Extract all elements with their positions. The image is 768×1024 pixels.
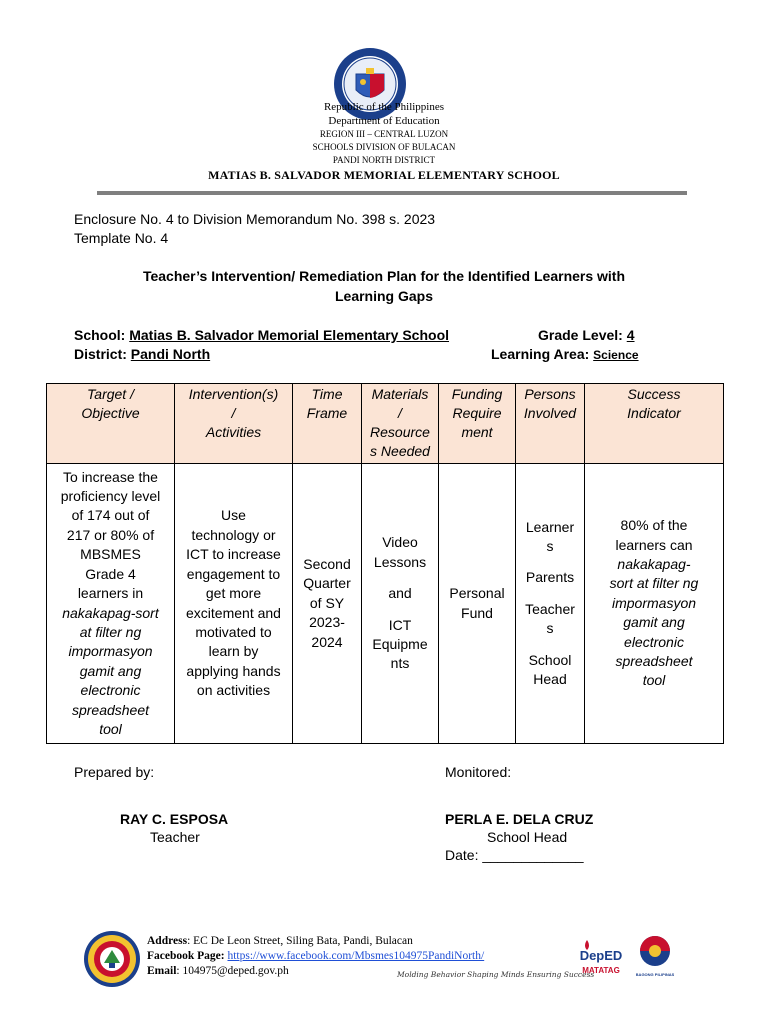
footer-address: [147, 935, 413, 947]
document-title: Teacher’s Intervention/ Remediation Plan for the Identified Learners with: [142, 268, 626, 284]
header-materials: Materials / Resource s Needed: [362, 384, 439, 464]
header-department: Department of Education: [328, 115, 440, 127]
preparer-position: Teacher: [150, 829, 200, 845]
district-label: District:: [74, 346, 127, 362]
school-logo-icon: [83, 930, 141, 988]
header-success-indicator: Success Indicator: [585, 384, 724, 464]
monitored-label: Monitored:: [445, 764, 512, 780]
header-interventions: Intervention(s) / Activities: [175, 384, 293, 464]
cell-time-frame: Second Quarter of SY 2023- 2024: [293, 464, 362, 744]
footer-facebook: [147, 950, 484, 962]
monitor-position: School Head: [487, 829, 568, 845]
header-division: SCHOOLS DIVISION OF BULACAN: [312, 142, 456, 152]
email-label: Email: [147, 965, 177, 977]
cell-materials: Video Lessons and ICT Equipme nts: [362, 464, 439, 744]
school-field: [74, 327, 449, 343]
date-line: Date: _____________: [445, 847, 584, 863]
header-target-objective: Target / Objective: [47, 384, 175, 464]
learning-area-value: Science: [593, 348, 639, 362]
bagong-pilipinas-logo: [636, 934, 674, 978]
address-label: Address: [147, 935, 188, 947]
header-time-frame: Time Frame: [293, 384, 362, 464]
district-field: [74, 346, 210, 362]
cell-persons-involved: Learner s Parents Teacher s School Head: [516, 464, 585, 744]
learning-area-field: [491, 346, 639, 362]
school-value: Matias B. Salvador Memorial Elementary School: [129, 327, 450, 343]
header-funding: Funding Require ment: [439, 384, 516, 464]
preparer-name: RAY C. ESPOSA: [120, 811, 229, 827]
deped-matatag-logo: [577, 936, 625, 980]
grade-level-field: [538, 327, 635, 343]
header-republic: Republic of the Philippines: [323, 101, 445, 113]
header-divider: [97, 191, 687, 195]
table-header-row: [47, 384, 724, 464]
grade-level-label: Grade Level:: [538, 327, 623, 343]
cell-success-indicator: 80% of the learners can nakakapag- sort at filter ng impormasyon gamit ang electronic spreadsheet tool: [585, 464, 724, 744]
intervention-plan-table: [46, 383, 724, 744]
header-persons-involved: Persons Involved: [516, 384, 585, 464]
footer-email: [147, 965, 289, 977]
cell-funding: Personal Fund: [439, 464, 516, 744]
table-row: [47, 464, 724, 744]
facebook-label: Facebook Page:: [147, 950, 225, 962]
learning-area-label: Learning Area:: [491, 346, 590, 362]
address-value: : EC De Leon Street, Siling Bata, Pandi, Bulacan: [187, 935, 413, 947]
prepared-by-label: Prepared by:: [74, 764, 155, 780]
header-school-name: MATIAS B. SALVADOR MEMORIAL ELEMENTARY SCHOOL: [208, 168, 560, 182]
cell-interventions: Use technology or ICT to increase engagement to get more excitement and motivated to learn by applying hands on activities: [175, 464, 293, 744]
document-title-continued: Learning Gaps: [334, 288, 434, 304]
svg-text:MATATAG: MATATAG: [582, 966, 620, 975]
facebook-link[interactable]: https://www.facebook.com/Mbsmes104975PandiNorth/: [227, 950, 485, 962]
monitor-name: PERLA E. DELA CRUZ: [445, 811, 594, 827]
grade-level-value: 4: [626, 327, 635, 343]
template-number: Template No. 4: [74, 230, 169, 246]
svg-text:DepED: DepED: [579, 948, 623, 963]
enclosure-line: Enclosure No. 4 to Division Memorandum No. 398 s. 2023: [74, 211, 436, 227]
svg-text:BAGONG PILIPINAS: BAGONG PILIPINAS: [636, 972, 674, 977]
cell-target-objective: To increase the proficiency level of 174 out of 217 or 80% of MBSMES Grade 4 learners in nakakapag-sort at filter ng impormasyon gamit ang electronic spreadsheet tool: [47, 464, 175, 744]
school-tagline: Molding Behavior Shaping Minds Ensuring Success: [397, 970, 595, 979]
school-label: School:: [74, 327, 126, 343]
district-value: Pandi North: [130, 346, 211, 362]
email-value: : 104975@deped.gov.ph: [176, 965, 289, 977]
header-region: REGION III – CENTRAL LUZON: [319, 129, 449, 139]
header-district: PANDI NORTH DISTRICT: [332, 155, 436, 165]
